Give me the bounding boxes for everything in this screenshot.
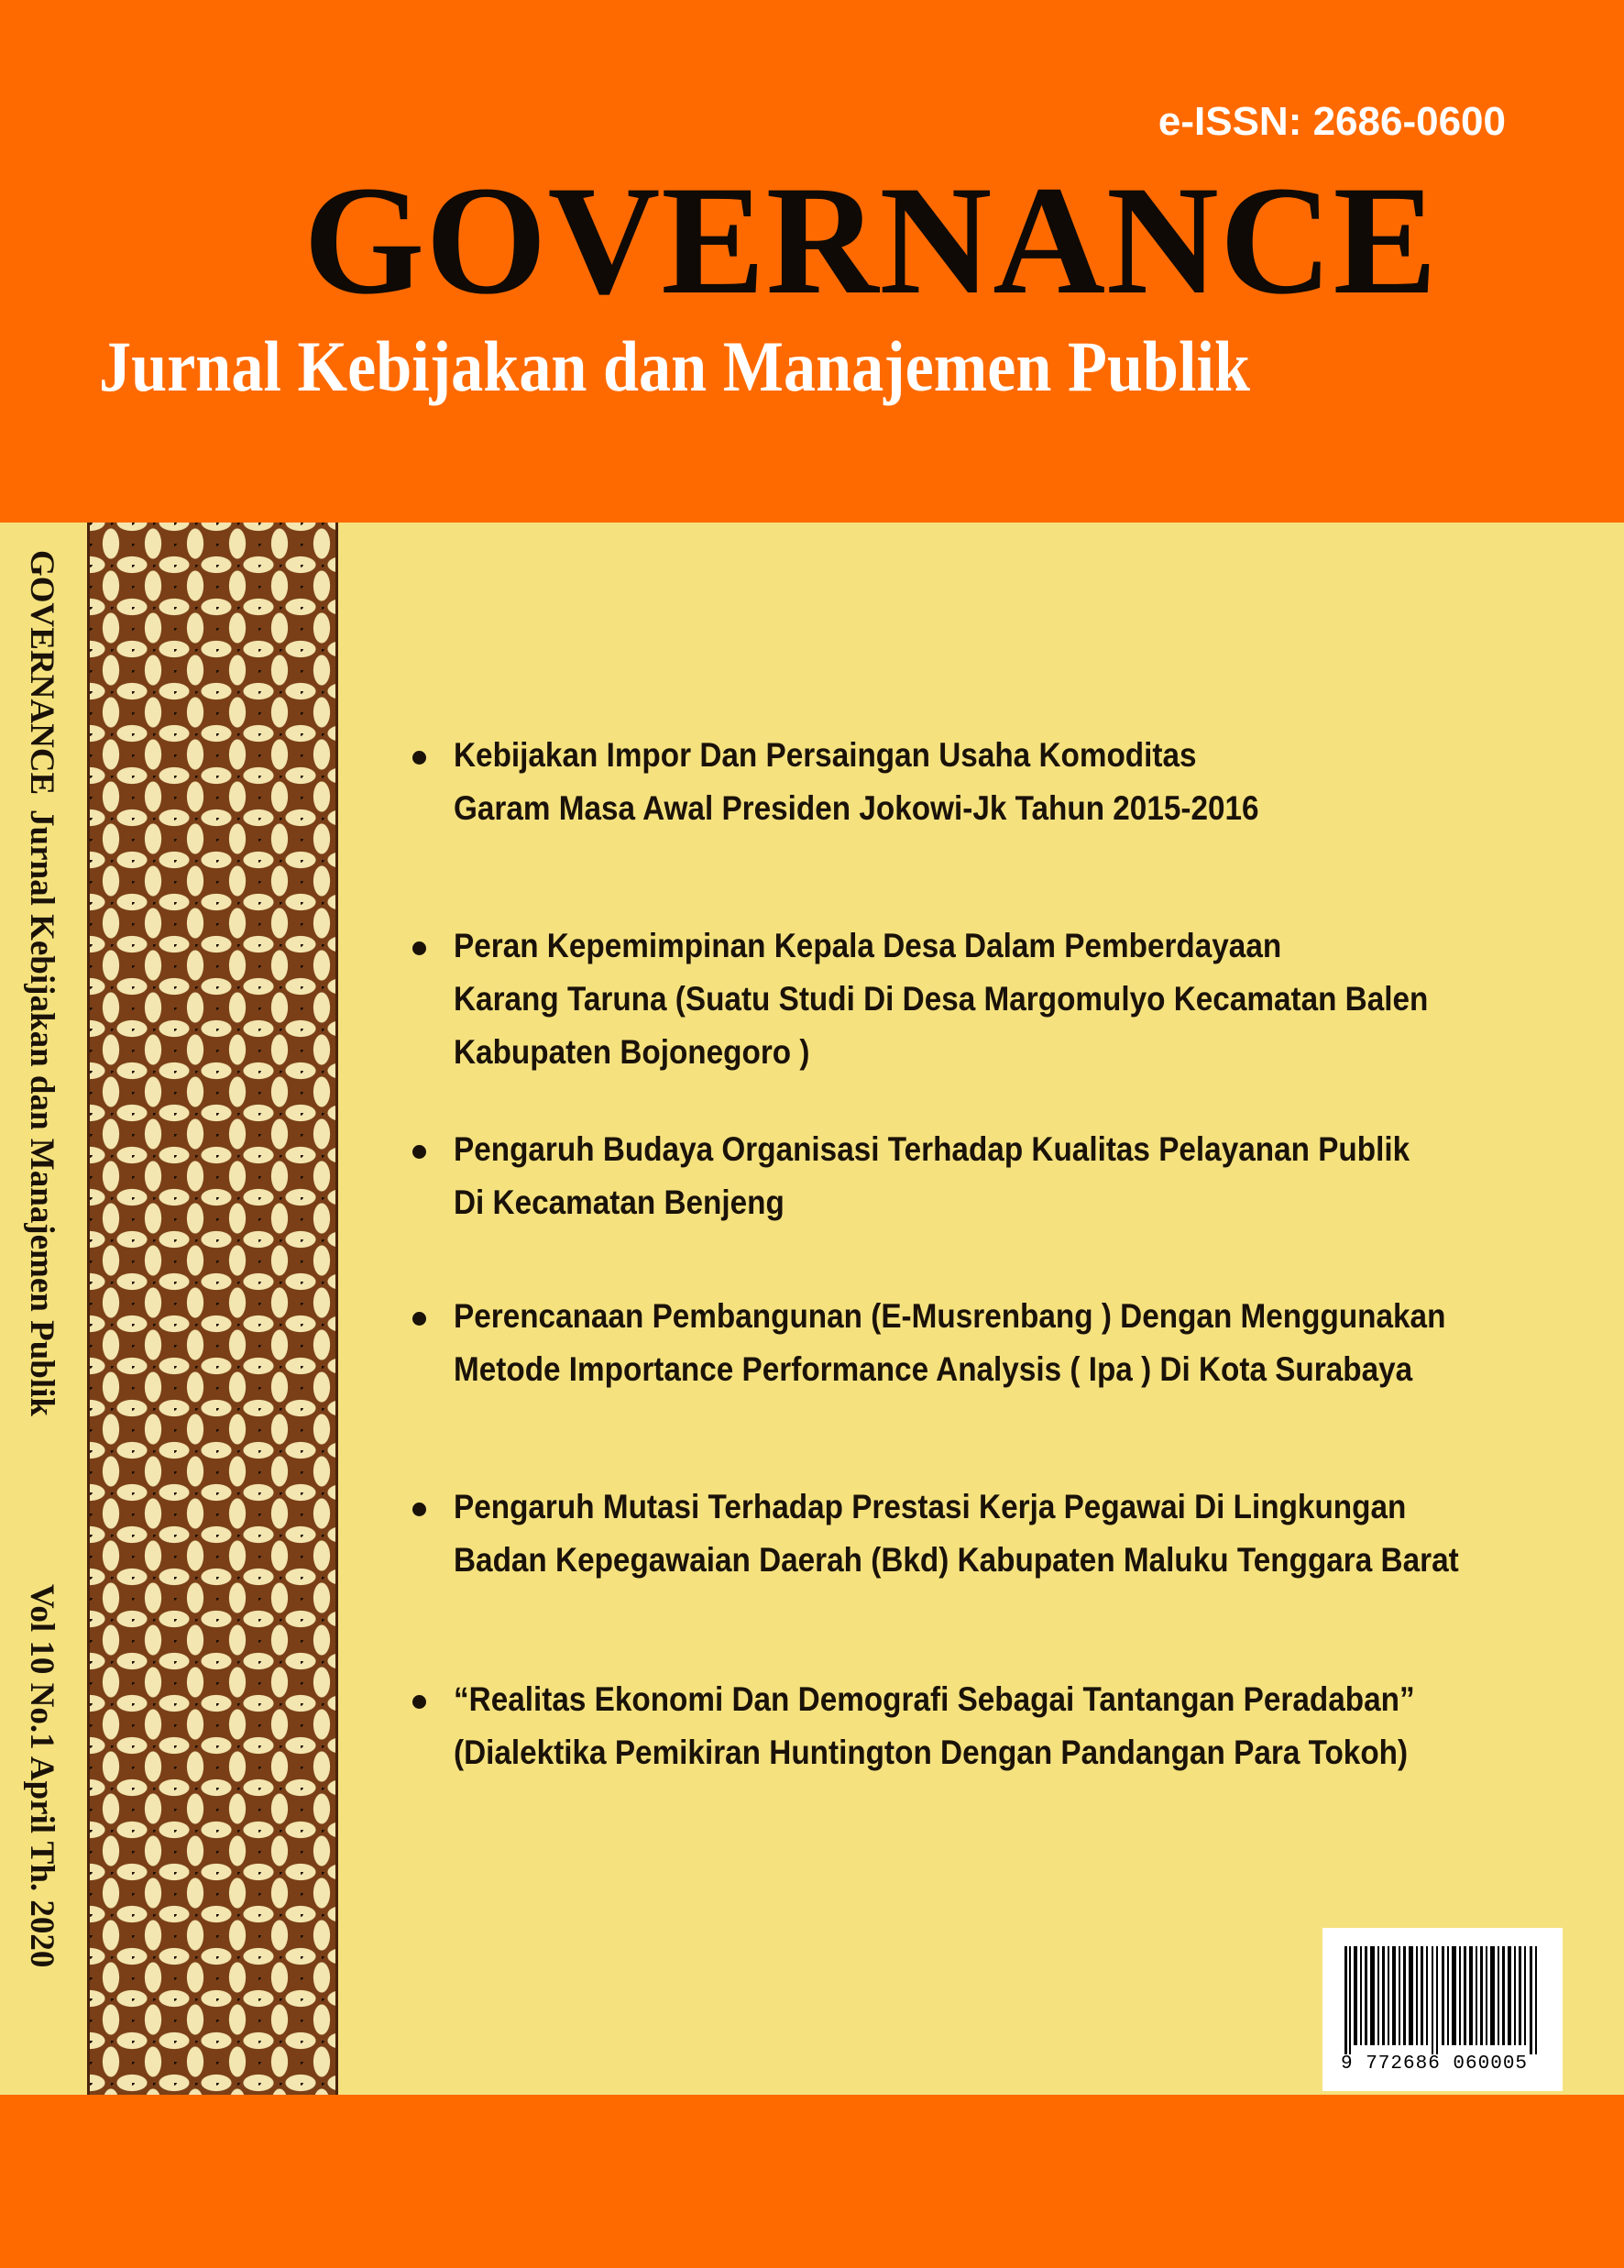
article-title: “Realitas Ekonomi Dan Demografi Sebagai Tantangan Peradaban” (Dialektika Pemikiran Huntington Dengan Pandangan Para Tokoh) bbox=[454, 1680, 1415, 1771]
spine-issue: Vol 10 No.1 April Th. 2020 bbox=[23, 1584, 60, 1968]
issn-label: e-ISSN: 2686-0600 bbox=[1158, 99, 1506, 144]
spine-subtitle: Jurnal Kebijakan dan Manajemen Publik bbox=[23, 809, 60, 1417]
journal-subtitle: Jurnal Kebijakan dan Manajemen Publik bbox=[99, 326, 1251, 406]
barcode-bars bbox=[1341, 1946, 1544, 2054]
bullet-icon bbox=[412, 1503, 426, 1516]
batik-pattern-strip bbox=[87, 523, 338, 2095]
article-title: Pengaruh Mutasi Terhadap Prestasi Kerja Pegawai Di Lingkungan Badan Kepegawaian Daerah (Bkd) Kabupaten Maluku Tenggara Barat bbox=[454, 1488, 1459, 1579]
article-title: Perencanaan Pembangunan (E-Musrenbang ) Dengan Menggunakan Metode Importance Performance Analysis ( Ipa ) Di Kota Surabaya bbox=[454, 1297, 1446, 1388]
bullet-icon bbox=[412, 1312, 426, 1326]
journal-title: GOVERNANCE bbox=[303, 154, 1438, 326]
spine-text bbox=[9, 550, 73, 2072]
bullet-icon bbox=[412, 751, 426, 765]
barcode bbox=[1322, 1928, 1563, 2091]
article-title: Pengaruh Budaya Organisasi Terhadap Kualitas Pelayanan Publik Di Kecamatan Benjeng bbox=[454, 1130, 1410, 1221]
footer-band bbox=[0, 2095, 1624, 2268]
article-title: Peran Kepemimpinan Kepala Desa Dalam Pemberdayaan Karang Taruna (Suatu Studi Di Desa Margomulyo Kecamatan Balen Kabupaten Bojonegoro ) bbox=[454, 927, 1429, 1071]
bullet-icon bbox=[412, 941, 426, 955]
bullet-icon bbox=[412, 1695, 426, 1709]
barcode-digits: 9 772686 060005 bbox=[1341, 2053, 1529, 2075]
article-title: Kebijakan Impor Dan Persaingan Usaha Komoditas Garam Masa Awal Presiden Jokowi-Jk Tahun 2015-2016 bbox=[454, 736, 1259, 827]
spine-title: GOVERNANCE bbox=[23, 550, 60, 796]
bullet-icon bbox=[412, 1145, 426, 1159]
